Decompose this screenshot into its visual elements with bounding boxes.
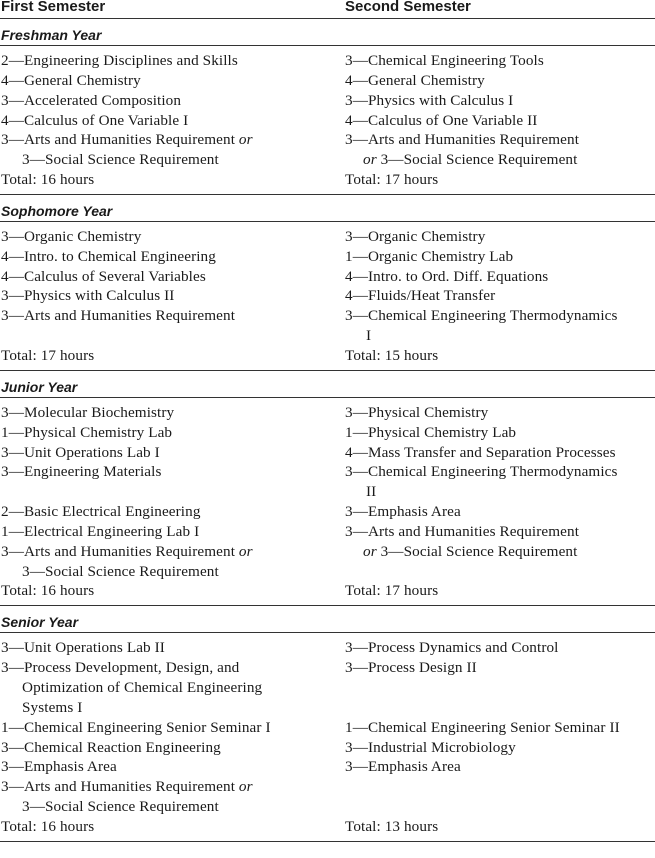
- semester-columns: [0, 46, 655, 194]
- course-line: [345, 542, 655, 562]
- course-text: 3—Arts and Humanities Requirement: [345, 522, 580, 540]
- course-line: [1, 286, 336, 306]
- course-line: [345, 462, 655, 482]
- course-line: [1, 502, 336, 522]
- year-title: Junior Year: [0, 371, 655, 398]
- semester-total: [345, 170, 655, 190]
- course-line: [345, 522, 655, 542]
- course-text: 3—Emphasis Area: [1, 758, 117, 776]
- table-header: [0, 0, 655, 19]
- course-text: I: [366, 327, 372, 345]
- course-text: 2—Engineering Disciplines and Skills: [1, 52, 238, 69]
- course-text: 3—Engineering Materials: [1, 463, 162, 481]
- course-line: [1, 718, 336, 738]
- course-text: 4—Mass Transfer and Separation Processes: [345, 443, 616, 461]
- semester-total: [1, 170, 336, 190]
- year-title: Senior Year: [0, 606, 655, 633]
- course-text: 1—Organic Chemistry Lab: [345, 247, 514, 265]
- course-line: [345, 403, 655, 423]
- course-line: [1, 267, 336, 287]
- second-semester-column: [345, 51, 655, 190]
- course-text: 3—Arts and Humanities Requirement: [1, 542, 239, 560]
- course-text: 4—Intro. to Chemical Engineering: [1, 247, 216, 265]
- semester-total: [345, 581, 655, 601]
- course-text: 3—Social Science Requirement: [376, 151, 578, 169]
- course-line: [1, 247, 336, 267]
- or-connector: or: [238, 778, 253, 796]
- course-text: 3—Social Science Requirement: [22, 151, 219, 169]
- course-text: 3—Arts and Humanities Requirement: [345, 131, 580, 149]
- course-text: 3—Process Dynamics and Control: [345, 639, 559, 657]
- course-line: [1, 738, 336, 758]
- course-line: [1, 522, 336, 542]
- course-line: [1, 403, 336, 423]
- course-text: 4—Intro. to Ord. Diff. Equations: [345, 267, 549, 285]
- course-line: [1, 562, 336, 582]
- course-line: [345, 502, 655, 522]
- course-text: 3—Social Science Requirement: [22, 798, 219, 816]
- course-text: 1—Chemical Engineering Senior Seminar II: [345, 718, 620, 736]
- course-line: [345, 638, 655, 658]
- course-text: 3—Emphasis Area: [345, 758, 461, 776]
- year-section: [0, 606, 655, 842]
- course-text: 3—Physics with Calculus I: [345, 91, 514, 109]
- year-title: Sophomore Year: [0, 195, 655, 222]
- blank-line: [345, 777, 655, 797]
- course-line: [1, 51, 336, 71]
- course-line: [345, 482, 655, 502]
- course-text: II: [366, 483, 377, 501]
- or-connector: or: [363, 542, 377, 560]
- semester-total: [1, 581, 336, 601]
- course-line: [345, 150, 655, 170]
- course-text: 3—Emphasis Area: [345, 503, 461, 521]
- section-divider: [0, 841, 655, 842]
- course-line: [345, 757, 655, 777]
- course-line: [1, 678, 336, 698]
- course-text: 3—Social Science Requirement: [22, 562, 219, 580]
- year-sections: [0, 19, 655, 842]
- semester-columns: [0, 633, 655, 841]
- year-section: [0, 371, 655, 607]
- course-line: [1, 638, 336, 658]
- blank-line: [1, 326, 336, 346]
- course-text: 4—Fluids/Heat Transfer: [345, 287, 496, 305]
- blank-line: [1, 482, 336, 502]
- course-line: [345, 306, 655, 326]
- course-text: 1—Chemical Engineering Senior Seminar I: [1, 718, 271, 736]
- course-line: [1, 443, 336, 463]
- course-text: 3—Chemical Engineering Thermodynamics: [345, 463, 618, 481]
- course-text: Total: 17 hours: [345, 171, 439, 189]
- course-text: 4—General Chemistry: [345, 71, 485, 89]
- second-semester-column: [345, 403, 655, 601]
- blank-line: [345, 678, 655, 698]
- course-text: 3—Arts and Humanities Requirement: [1, 307, 236, 325]
- course-text: 4—Calculus of One Variable I: [1, 111, 189, 129]
- course-text: 3—Unit Operations Lab II: [1, 639, 165, 657]
- course-line: [345, 658, 655, 678]
- course-text: 3—Physical Chemistry: [345, 403, 489, 421]
- or-connector: or: [238, 542, 253, 560]
- course-text: Total: 16 hours: [1, 171, 95, 189]
- course-text: 3—Organic Chemistry: [1, 227, 142, 245]
- course-line: [1, 462, 336, 482]
- course-line: [1, 227, 336, 247]
- course-text: 3—Physics with Calculus II: [1, 287, 175, 305]
- course-line: [1, 150, 336, 170]
- course-line: [345, 326, 655, 346]
- course-line: [1, 797, 336, 817]
- course-text: 4—Calculus of Several Variables: [1, 267, 206, 285]
- course-text: Total: 13 hours: [345, 817, 439, 835]
- course-line: [1, 306, 336, 326]
- course-line: [1, 423, 336, 443]
- course-line: [345, 91, 655, 111]
- course-text: 3—Arts and Humanities Requirement: [1, 131, 239, 149]
- course-text: 3—Chemical Engineering Thermodynamics: [345, 307, 618, 325]
- course-line: [345, 423, 655, 443]
- second-semester-column: [345, 638, 655, 836]
- year-section: [0, 19, 655, 195]
- course-text: 3—Social Science Requirement: [376, 542, 578, 560]
- semester-columns: [0, 398, 655, 606]
- first-semester-column: [1, 51, 336, 190]
- course-text: 4—General Chemistry: [1, 71, 141, 89]
- course-line: [1, 91, 336, 111]
- semester-total: [1, 346, 336, 366]
- course-text: 3—Organic Chemistry: [345, 227, 486, 245]
- course-text: 3—Accelerated Composition: [1, 91, 182, 109]
- course-line: [345, 718, 655, 738]
- course-line: [1, 111, 336, 131]
- course-text: Total: 15 hours: [345, 347, 439, 364]
- course-text: Total: 17 hours: [345, 582, 439, 600]
- course-line: [345, 286, 655, 306]
- course-text: 3—Process Development, Design, and: [1, 659, 240, 677]
- first-semester-column: [1, 227, 336, 366]
- or-connector: or: [238, 131, 253, 149]
- course-line: [345, 71, 655, 91]
- course-line: [345, 247, 655, 267]
- course-line: [345, 130, 655, 150]
- course-text: Total: 16 hours: [1, 582, 95, 600]
- semester-columns: [0, 222, 655, 370]
- second-semester-column: [345, 227, 655, 366]
- course-text: 1—Electrical Engineering Lab I: [1, 522, 200, 540]
- course-text: Total: 17 hours: [1, 347, 95, 364]
- course-text: 3—Arts and Humanities Requirement: [1, 778, 239, 796]
- first-semester-column: [1, 638, 336, 836]
- course-line: [345, 443, 655, 463]
- second-semester-header: Second Semester: [345, 0, 471, 15]
- course-line: [1, 658, 336, 678]
- course-line: [1, 130, 336, 150]
- course-line: [345, 227, 655, 247]
- course-text: 3—Chemical Reaction Engineering: [1, 738, 221, 756]
- course-line: [345, 738, 655, 758]
- course-text: 3—Chemical Engineering Tools: [345, 52, 544, 69]
- semester-total: [345, 817, 655, 837]
- course-text: 3—Unit Operations Lab I: [1, 443, 160, 461]
- course-text: 1—Physical Chemistry Lab: [345, 423, 517, 441]
- course-text: 3—Process Design II: [345, 659, 477, 677]
- course-text: Optimization of Chemical Engineering: [22, 679, 263, 697]
- course-line: [345, 51, 655, 71]
- course-line: [1, 757, 336, 777]
- or-connector: or: [363, 151, 377, 169]
- course-line: [345, 267, 655, 287]
- course-line: [345, 111, 655, 131]
- course-text: 2—Basic Electrical Engineering: [1, 503, 201, 521]
- year-title: Freshman Year: [0, 19, 655, 46]
- first-semester-header: First Semester: [1, 0, 106, 15]
- course-text: Systems I: [22, 698, 83, 716]
- blank-line: [345, 797, 655, 817]
- year-section: [0, 195, 655, 371]
- semester-total: [1, 817, 336, 837]
- course-line: [1, 698, 336, 718]
- course-line: [1, 777, 336, 797]
- course-text: Total: 16 hours: [1, 817, 95, 835]
- course-text: 4—Calculus of One Variable II: [345, 111, 538, 129]
- course-text: 3—Industrial Microbiology: [345, 738, 516, 756]
- course-text: 1—Physical Chemistry Lab: [1, 423, 173, 441]
- first-semester-column: [1, 403, 336, 601]
- course-text: 3—Molecular Biochemistry: [1, 403, 175, 421]
- blank-line: [345, 698, 655, 718]
- course-line: [1, 71, 336, 91]
- semester-total: [345, 346, 655, 366]
- blank-line: [345, 562, 655, 582]
- course-line: [1, 542, 336, 562]
